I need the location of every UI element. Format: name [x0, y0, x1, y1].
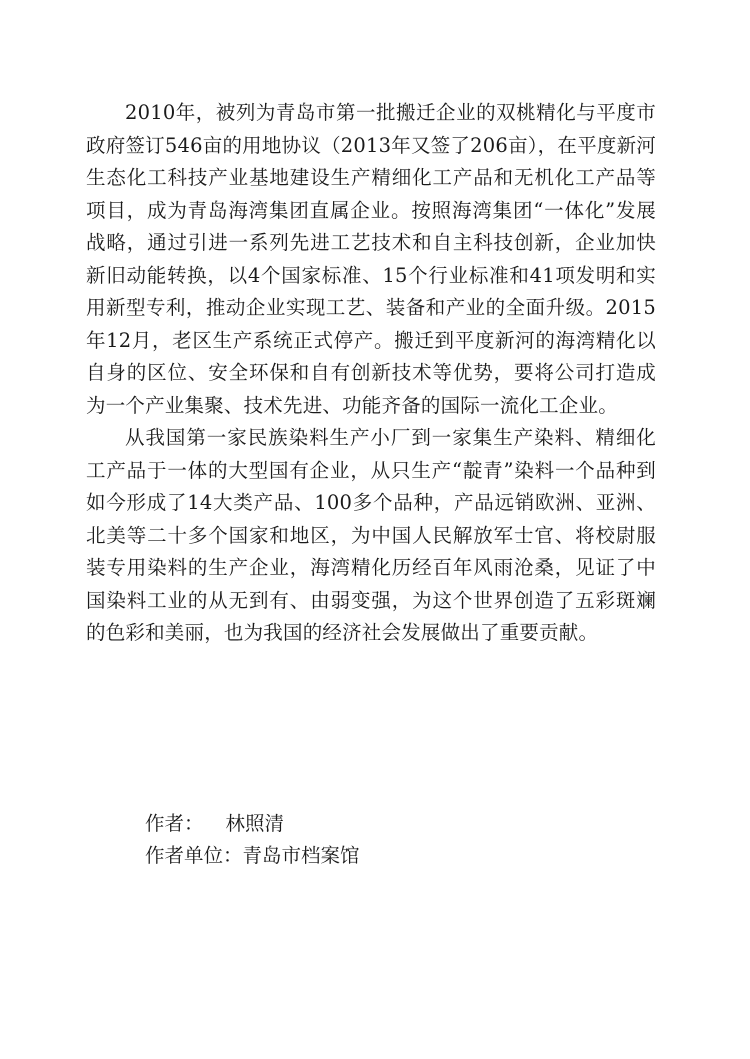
article-body: [86, 97, 656, 650]
paragraph-history: 从我国第一家民族染料生产小厂到一家集生产染料、精细化工产品于一体的大型国有企业，从只生产“靛青”染料一个品种到如今形成了14大类产品、100多个品种，产品远销欧洲、亚洲、北美等二十多个国家和地区，为中国人民解放军士官、将校尉服装专用染料的生产企业，海湾精化历经百年风雨沧桑，见证了中国染料工业的从无到有、由弱变强，为这个世界创造了五彩斑斓的色彩和美丽，也为我国的经济社会发展做出了重要贡献。: [86, 426, 656, 644]
author-unit-label: 作者单位：: [145, 844, 243, 867]
author-name: 林照清: [225, 812, 285, 835]
author-unit: 青岛市档案馆: [242, 844, 360, 867]
paragraph-relocation: 2010年，被列为青岛市第一批搬迁企业的双桃精化与平度市政府签订546亩的用地协议（2013年又签了206亩），在平度新河生态化工科技产业基地建设生产精细化工产品和无机化工产品等项目，成为青岛海湾集团直属企业。按照海湾集团“一体化”发展战略，通过引进一系列先进工艺技术和自主科技创新，企业加快新旧动能转换，以4个国家标准、15个行业标准和41项发明和实用新型专利，推动企业实现工艺、装备和产业的全面升级。2015年12月，老区生产系统正式停产。搬迁到平度新河的海湾精化以自身的区位、安全环保和自有创新技术等优势，要将公司打造成为一个产业集聚、技术先进、功能齐备的国际一流化工企业。: [86, 101, 656, 417]
author-unit-line: [145, 840, 545, 872]
author-block: [145, 808, 545, 872]
author-name-line: [145, 808, 545, 840]
author-name-label: 作者：: [145, 812, 204, 835]
